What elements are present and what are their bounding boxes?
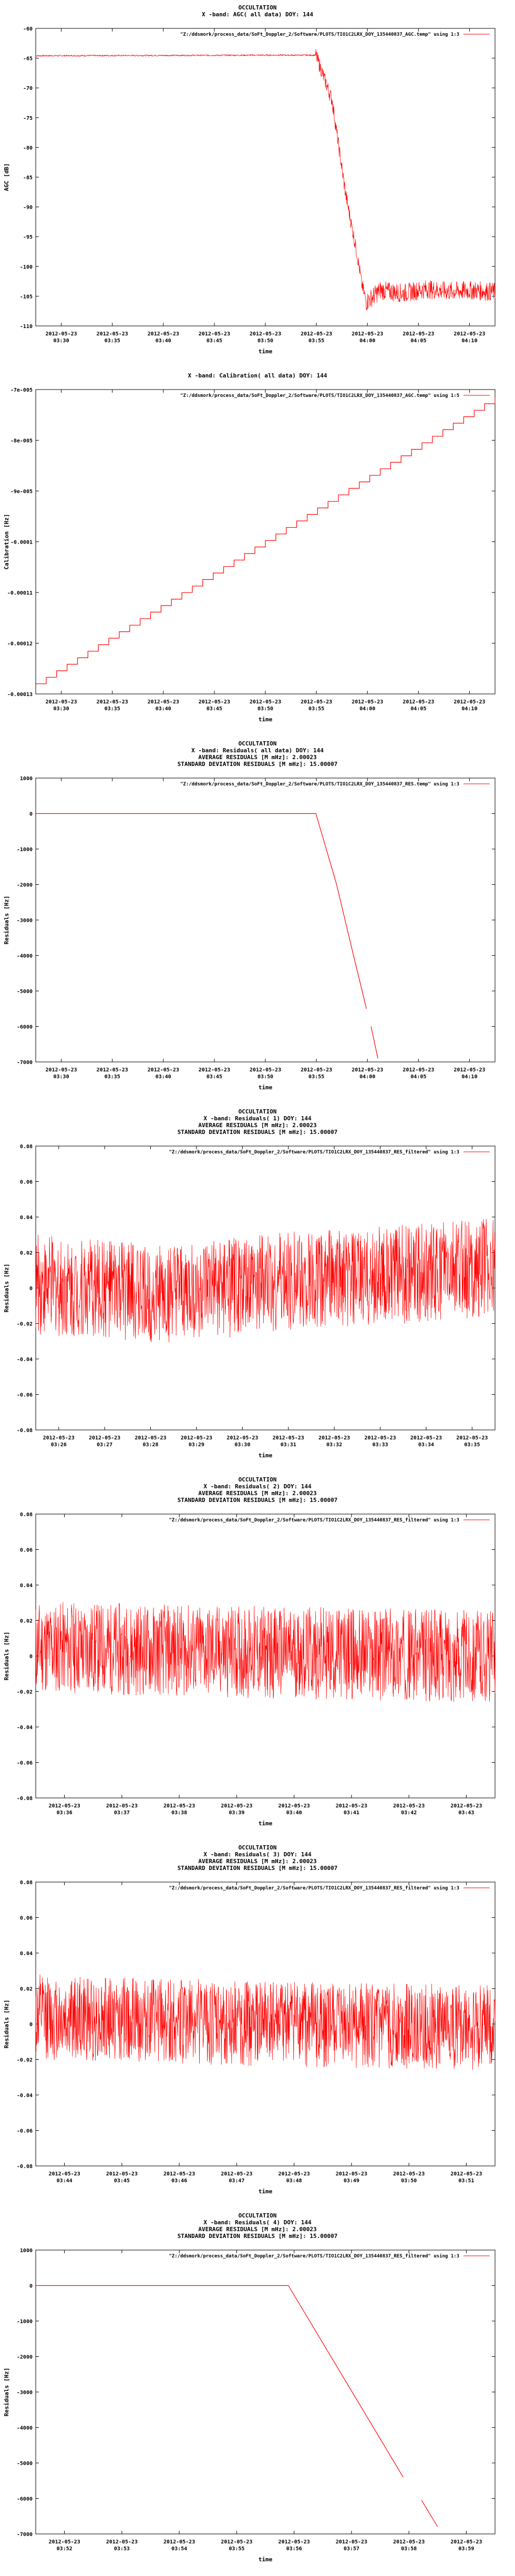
x-tick-date: 2012-05-23: [454, 699, 486, 705]
y-tick-label: -70: [23, 86, 33, 92]
x-tick-date: 2012-05-23: [352, 1067, 384, 1073]
chart-title: OCCULTATION: [238, 4, 277, 11]
x-tick-date: 2012-05-23: [301, 699, 333, 705]
x-tick-date: 2012-05-23: [45, 331, 77, 337]
chart-stat-line: STANDARD DEVIATION RESIDUALS [M mHz]: 15.00007: [177, 2233, 338, 2240]
x-tick-time: 04:05: [410, 706, 427, 712]
y-axis-label: Residuals [Hz]: [3, 1631, 10, 1681]
x-tick-time: 03:35: [464, 1442, 480, 1448]
chart-panel-3: [0, 736, 515, 1104]
chart-stat-line: AVERAGE RESIDUALS [M mHz]: 2.00023: [198, 1858, 317, 1865]
y-tick-label: 0.06: [19, 1547, 33, 1553]
y-tick-label: -0.02: [16, 1321, 33, 1327]
y-tick-label: 0.02: [19, 1618, 33, 1624]
x-tick-time: 03:38: [171, 1810, 188, 1816]
x-tick-date: 2012-05-23: [147, 331, 179, 337]
chart-stat-line: AVERAGE RESIDUALS [M mHz]: 2.00023: [198, 1122, 317, 1129]
x-tick-time: 03:30: [53, 1074, 69, 1080]
x-tick-time: 03:58: [401, 2546, 417, 2552]
x-tick-date: 2012-05-23: [45, 699, 77, 705]
y-tick-label: -4000: [16, 953, 33, 959]
x-tick-date: 2012-05-23: [88, 1435, 121, 1441]
y-tick-label: 0.02: [19, 1986, 33, 1992]
x-tick-date: 2012-05-23: [48, 2539, 80, 2545]
legend-label: "Z:/ddsmork/process_data/SoFt_Doppler_2/Software/PLOTS/TIO1C2LRX_DOY_135440837_RES.temp" using 1:3: [180, 782, 459, 787]
chart-svg-5: [0, 1472, 515, 1840]
x-tick-time: 03:43: [458, 1810, 475, 1816]
plot-frame: [36, 778, 495, 1062]
x-tick-time: 03:44: [56, 2178, 73, 2184]
x-axis-label: time: [258, 716, 273, 723]
y-tick-label: -5000: [16, 989, 33, 995]
x-tick-date: 2012-05-23: [278, 2539, 310, 2545]
y-tick-label: -0.08: [16, 1796, 33, 1802]
x-tick-date: 2012-05-23: [393, 2539, 425, 2545]
chart-panel-2: [0, 368, 515, 736]
x-tick-date: 2012-05-23: [278, 2171, 310, 2177]
y-tick-label: -0.08: [16, 2164, 33, 2170]
y-tick-label: -110: [19, 324, 33, 330]
series-line: [36, 397, 495, 684]
x-tick-date: 2012-05-23: [335, 2171, 367, 2177]
x-tick-date: 2012-05-23: [403, 699, 435, 705]
x-tick-time: 04:10: [461, 338, 478, 344]
chart-svg-4: [0, 1104, 515, 1472]
x-tick-time: 04:00: [359, 706, 376, 712]
y-tick-label: -1000: [16, 847, 33, 853]
y-tick-label: -2000: [16, 2354, 33, 2360]
chart-panel-5: [0, 1472, 515, 1840]
x-tick-date: 2012-05-23: [301, 1067, 333, 1073]
x-tick-time: 03:55: [308, 706, 325, 712]
x-tick-date: 2012-05-23: [96, 699, 128, 705]
series-line: [36, 2286, 438, 2527]
x-tick-time: 03:40: [155, 706, 171, 712]
y-tick-label: -90: [23, 205, 33, 211]
y-tick-label: -8e-005: [10, 438, 33, 444]
y-axis-label: Residuals [Hz]: [3, 1999, 10, 2049]
chart-subtitle: X -band: AGC( all data) DOY: 144: [202, 11, 313, 18]
y-tick-label: 1000: [19, 2248, 33, 2254]
chart-panel-6: [0, 1840, 515, 2208]
chart-panel-7: [0, 2208, 515, 2576]
y-tick-label: 0: [29, 2283, 33, 2289]
x-tick-time: 03:42: [401, 1810, 417, 1816]
legend: [169, 1885, 490, 1891]
x-tick-time: 03:55: [229, 2546, 245, 2552]
y-tick-label: -7000: [16, 1060, 33, 1066]
x-tick-time: 03:26: [50, 1442, 67, 1448]
x-tick-time: 03:56: [286, 2546, 302, 2552]
chart-panel-1: [0, 0, 515, 368]
x-tick-time: 04:10: [461, 706, 478, 712]
y-tick-label: -0.02: [16, 1689, 33, 1695]
x-tick-time: 03:52: [56, 2546, 73, 2552]
chart-stat-line: AVERAGE RESIDUALS [M mHz]: 2.00023: [198, 754, 317, 761]
x-tick-date: 2012-05-23: [135, 1435, 167, 1441]
x-tick-time: 03:30: [53, 706, 69, 712]
chart-subtitle: X -band: Residuals( 1) DOY: 144: [203, 1115, 312, 1122]
legend-label: "Z:/ddsmork/process_data/SoFt_Doppler_2/Software/PLOTS/TIO1C2LRX_DOY_135440837_RES_filtered" using 1:3: [169, 2254, 459, 2259]
chart-title: OCCULTATION: [238, 740, 277, 747]
y-tick-label: -0.04: [16, 1725, 33, 1731]
x-tick-time: 03:53: [114, 2546, 130, 2552]
plot-frame: [36, 28, 495, 326]
chart-title: OCCULTATION: [238, 2212, 277, 2219]
chart-subtitle: X -band: Calibration( all data) DOY: 144: [188, 372, 327, 379]
chart-stat-line: STANDARD DEVIATION RESIDUALS [M mHz]: 15.00007: [177, 761, 338, 768]
x-tick-date: 2012-05-23: [147, 699, 179, 705]
y-tick-label: -1000: [16, 2319, 33, 2325]
x-tick-date: 2012-05-23: [352, 699, 384, 705]
x-tick-time: 03:29: [188, 1442, 204, 1448]
x-tick-time: 03:45: [206, 706, 222, 712]
x-tick-date: 2012-05-23: [272, 1435, 304, 1441]
y-tick-label: -80: [23, 145, 33, 151]
y-tick-label: 0.04: [19, 1951, 33, 1957]
y-tick-label: 0: [29, 811, 33, 817]
x-tick-date: 2012-05-23: [226, 1435, 259, 1441]
legend-label: "Z:/ddsmork/process_data/SoFt_Doppler_2/Software/PLOTS/TIO1C2LRX_DOY_135440837_RES_filtered" using 1:3: [169, 1518, 459, 1523]
x-tick-date: 2012-05-23: [106, 2539, 138, 2545]
chart-title: OCCULTATION: [238, 1844, 277, 1851]
x-tick-date: 2012-05-23: [249, 1067, 282, 1073]
x-tick-time: 04:05: [410, 338, 427, 344]
x-tick-time: 03:40: [286, 1810, 302, 1816]
y-tick-label: -3000: [16, 918, 33, 924]
y-tick-label: -60: [23, 26, 33, 32]
chart-stat-line: STANDARD DEVIATION RESIDUALS [M mHz]: 15.00007: [177, 1865, 338, 1872]
x-tick-date: 2012-05-23: [278, 1803, 310, 1809]
x-tick-date: 2012-05-23: [106, 1803, 138, 1809]
y-tick-label: -0.0001: [10, 539, 33, 546]
chart-title: OCCULTATION: [238, 1108, 277, 1115]
y-tick-label: -85: [23, 175, 33, 181]
x-tick-time: 03:31: [280, 1442, 296, 1448]
x-tick-time: 03:35: [104, 338, 120, 344]
y-tick-label: -6000: [16, 2496, 33, 2502]
x-tick-time: 03:51: [458, 2178, 475, 2184]
x-tick-date: 2012-05-23: [450, 1803, 482, 1809]
y-tick-label: -9e-005: [10, 489, 33, 495]
x-tick-date: 2012-05-23: [163, 1803, 195, 1809]
legend-label: "Z:/ddsmork/process_data/SoFt_Doppler_2/Software/PLOTS/TIO1C2LRX_DOY_135440837_AGC.temp" using 1:5: [180, 393, 459, 398]
x-tick-date: 2012-05-23: [249, 699, 282, 705]
x-tick-time: 03:35: [104, 1074, 120, 1080]
x-tick-date: 2012-05-23: [198, 1067, 230, 1073]
x-tick-date: 2012-05-23: [198, 699, 230, 705]
x-tick-time: 03:50: [257, 338, 274, 344]
y-tick-label: -105: [19, 294, 33, 300]
y-axis-label: Residuals [Hz]: [3, 895, 10, 945]
x-tick-date: 2012-05-23: [43, 1435, 75, 1441]
y-tick-label: -0.06: [16, 1760, 33, 1766]
y-tick-label: 0.06: [19, 1179, 33, 1185]
x-axis-label: time: [258, 2556, 273, 2563]
x-tick-date: 2012-05-23: [318, 1435, 351, 1441]
y-tick-label: -0.00013: [7, 692, 33, 698]
x-tick-time: 03:39: [229, 1810, 245, 1816]
x-tick-date: 2012-05-23: [335, 1803, 367, 1809]
chart-subtitle: X -band: Residuals( all data) DOY: 144: [191, 747, 324, 754]
x-tick-date: 2012-05-23: [454, 331, 486, 337]
x-axis-label: time: [258, 1452, 273, 1459]
x-tick-time: 03:41: [343, 1810, 359, 1816]
chart-svg-2: [0, 368, 515, 736]
y-tick-label: 0.08: [19, 1144, 33, 1150]
x-tick-time: 03:49: [343, 2178, 359, 2184]
chart-stat-line: STANDARD DEVIATION RESIDUALS [M mHz]: 15.00007: [177, 1497, 338, 1504]
x-tick-date: 2012-05-23: [393, 2171, 425, 2177]
x-tick-time: 04:05: [410, 1074, 427, 1080]
x-tick-date: 2012-05-23: [48, 1803, 80, 1809]
y-axis-label: Residuals [Hz]: [3, 1263, 10, 1313]
y-tick-label: -100: [19, 264, 33, 270]
y-axis-label: Residuals [Hz]: [3, 2367, 10, 2417]
chart-stat-line: AVERAGE RESIDUALS [M mHz]: 2.00023: [198, 1490, 317, 1497]
x-tick-date: 2012-05-23: [45, 1067, 77, 1073]
x-tick-time: 03:30: [53, 338, 69, 344]
x-tick-date: 2012-05-23: [221, 2171, 253, 2177]
x-tick-date: 2012-05-23: [221, 2539, 253, 2545]
y-tick-label: -0.04: [16, 1357, 33, 1363]
x-tick-date: 2012-05-23: [450, 2171, 482, 2177]
y-tick-label: 0.04: [19, 1583, 33, 1589]
y-tick-label: 1000: [19, 776, 33, 782]
chart-subtitle: X -band: Residuals( 2) DOY: 144: [203, 1483, 312, 1490]
y-tick-label: 0.08: [19, 1512, 33, 1518]
chart-subtitle: X -band: Residuals( 4) DOY: 144: [203, 2219, 312, 2226]
y-tick-label: -4000: [16, 2425, 33, 2431]
chart-svg-1: [0, 0, 515, 368]
y-tick-label: -5000: [16, 2461, 33, 2467]
plot-frame: [36, 2250, 495, 2534]
x-tick-time: 04:10: [461, 1074, 478, 1080]
chart-svg-3: [0, 736, 515, 1104]
chart-svg-7: [0, 2208, 515, 2576]
y-tick-label: -95: [23, 234, 33, 241]
x-tick-date: 2012-05-23: [221, 1803, 253, 1809]
x-axis-label: time: [258, 2188, 273, 2195]
y-tick-label: 0: [29, 1286, 33, 1292]
x-tick-date: 2012-05-23: [403, 1067, 435, 1073]
x-tick-date: 2012-05-23: [456, 1435, 488, 1441]
x-tick-date: 2012-05-23: [410, 1435, 442, 1441]
chart-panel-4: [0, 1104, 515, 1472]
x-tick-time: 03:40: [155, 338, 171, 344]
x-tick-date: 2012-05-23: [106, 2171, 138, 2177]
x-tick-time: 04:00: [359, 1074, 376, 1080]
y-tick-label: -7000: [16, 2532, 33, 2538]
series-line: [36, 1975, 495, 2070]
series-line: [36, 814, 378, 1059]
x-tick-date: 2012-05-23: [48, 2171, 80, 2177]
y-tick-label: 0.08: [19, 1880, 33, 1886]
legend: [169, 1149, 490, 1155]
x-tick-date: 2012-05-23: [364, 1435, 396, 1441]
x-tick-time: 03:33: [372, 1442, 388, 1448]
series-line: [36, 1219, 495, 1342]
x-tick-date: 2012-05-23: [454, 1067, 486, 1073]
chart-subtitle: X -band: Residuals( 3) DOY: 144: [203, 1851, 312, 1858]
x-tick-time: 03:36: [56, 1810, 73, 1816]
x-tick-time: 03:54: [171, 2546, 188, 2552]
x-tick-time: 03:50: [257, 706, 274, 712]
y-tick-label: -0.08: [16, 1428, 33, 1434]
legend-label: "Z:/ddsmork/process_data/SoFt_Doppler_2/Software/PLOTS/TIO1C2LRX_DOY_135440837_RES_filtered" using 1:3: [169, 1150, 459, 1155]
x-tick-date: 2012-05-23: [393, 1803, 425, 1809]
y-tick-label: -0.02: [16, 2057, 33, 2063]
x-tick-time: 03:50: [257, 1074, 274, 1080]
x-tick-time: 03:34: [418, 1442, 434, 1448]
x-tick-time: 03:45: [114, 2178, 130, 2184]
chart-svg-6: [0, 1840, 515, 2208]
chart-title: OCCULTATION: [238, 1476, 277, 1483]
legend: [180, 32, 490, 37]
y-tick-label: 0.04: [19, 1215, 33, 1221]
x-tick-time: 03:50: [401, 2178, 417, 2184]
x-tick-time: 03:30: [234, 1442, 251, 1448]
x-tick-time: 03:40: [155, 1074, 171, 1080]
x-tick-date: 2012-05-23: [96, 1067, 128, 1073]
x-tick-date: 2012-05-23: [249, 331, 282, 337]
x-tick-time: 03:45: [206, 338, 222, 344]
y-tick-label: -0.06: [16, 1392, 33, 1398]
x-tick-time: 04:00: [359, 338, 376, 344]
y-tick-label: -0.04: [16, 2093, 33, 2099]
x-axis-label: time: [258, 348, 273, 355]
x-tick-time: 03:27: [97, 1442, 113, 1448]
chart-stat-line: STANDARD DEVIATION RESIDUALS [M mHz]: 15.00007: [177, 1129, 338, 1136]
series-line: [36, 1602, 495, 1702]
y-tick-label: -0.00011: [7, 590, 33, 596]
x-tick-date: 2012-05-23: [450, 2539, 482, 2545]
x-tick-time: 03:47: [229, 2178, 245, 2184]
legend-label: "Z:/ddsmork/process_data/SoFt_Doppler_2/Software/PLOTS/TIO1C2LRX_DOY_135440837_RES_filtered" using 1:3: [169, 1886, 459, 1891]
x-tick-time: 03:55: [308, 338, 325, 344]
y-axis-label: AGC [dB]: [3, 163, 10, 191]
x-tick-time: 03:32: [326, 1442, 343, 1448]
series-line: [36, 49, 495, 310]
y-tick-label: 0: [29, 2022, 33, 2028]
x-tick-time: 03:46: [171, 2178, 188, 2184]
x-tick-time: 03:37: [114, 1810, 130, 1816]
x-axis-label: time: [258, 1084, 273, 1091]
y-tick-label: 0: [29, 1654, 33, 1660]
y-tick-label: -2000: [16, 882, 33, 888]
x-tick-time: 03:45: [206, 1074, 222, 1080]
x-tick-date: 2012-05-23: [180, 1435, 213, 1441]
y-axis-label: Calibration [Hz]: [3, 514, 10, 570]
x-axis-label: time: [258, 1820, 273, 1827]
x-tick-date: 2012-05-23: [335, 2539, 367, 2545]
legend: [169, 2253, 490, 2259]
x-tick-time: 03:57: [343, 2546, 359, 2552]
y-tick-label: -3000: [16, 2390, 33, 2396]
legend: [169, 1517, 490, 1523]
x-tick-date: 2012-05-23: [163, 2171, 195, 2177]
y-tick-label: -65: [23, 56, 33, 62]
y-tick-label: -0.00012: [7, 641, 33, 647]
x-tick-date: 2012-05-23: [163, 2539, 195, 2545]
x-tick-date: 2012-05-23: [352, 331, 384, 337]
legend-label: "Z:/ddsmork/process_data/SoFt_Doppler_2/Software/PLOTS/TIO1C2LRX_DOY_135440837_AGC.temp" using 1:3: [180, 32, 459, 37]
x-tick-time: 03:35: [104, 706, 120, 712]
y-tick-label: 0.06: [19, 1915, 33, 1921]
y-tick-label: -7e-005: [10, 387, 33, 393]
y-tick-label: 0.02: [19, 1250, 33, 1256]
x-tick-time: 03:28: [142, 1442, 159, 1448]
legend: [180, 393, 490, 398]
x-tick-time: 03:48: [286, 2178, 302, 2184]
legend: [180, 781, 490, 787]
x-tick-date: 2012-05-23: [147, 1067, 179, 1073]
y-tick-label: -75: [23, 115, 33, 121]
y-tick-label: -0.06: [16, 2128, 33, 2134]
x-tick-date: 2012-05-23: [96, 331, 128, 337]
y-tick-label: -6000: [16, 1024, 33, 1030]
x-tick-date: 2012-05-23: [198, 331, 230, 337]
x-tick-date: 2012-05-23: [403, 331, 435, 337]
chart-stat-line: AVERAGE RESIDUALS [M mHz]: 2.00023: [198, 2226, 317, 2233]
x-tick-date: 2012-05-23: [301, 331, 333, 337]
x-tick-time: 03:55: [308, 1074, 325, 1080]
x-tick-time: 03:59: [458, 2546, 475, 2552]
